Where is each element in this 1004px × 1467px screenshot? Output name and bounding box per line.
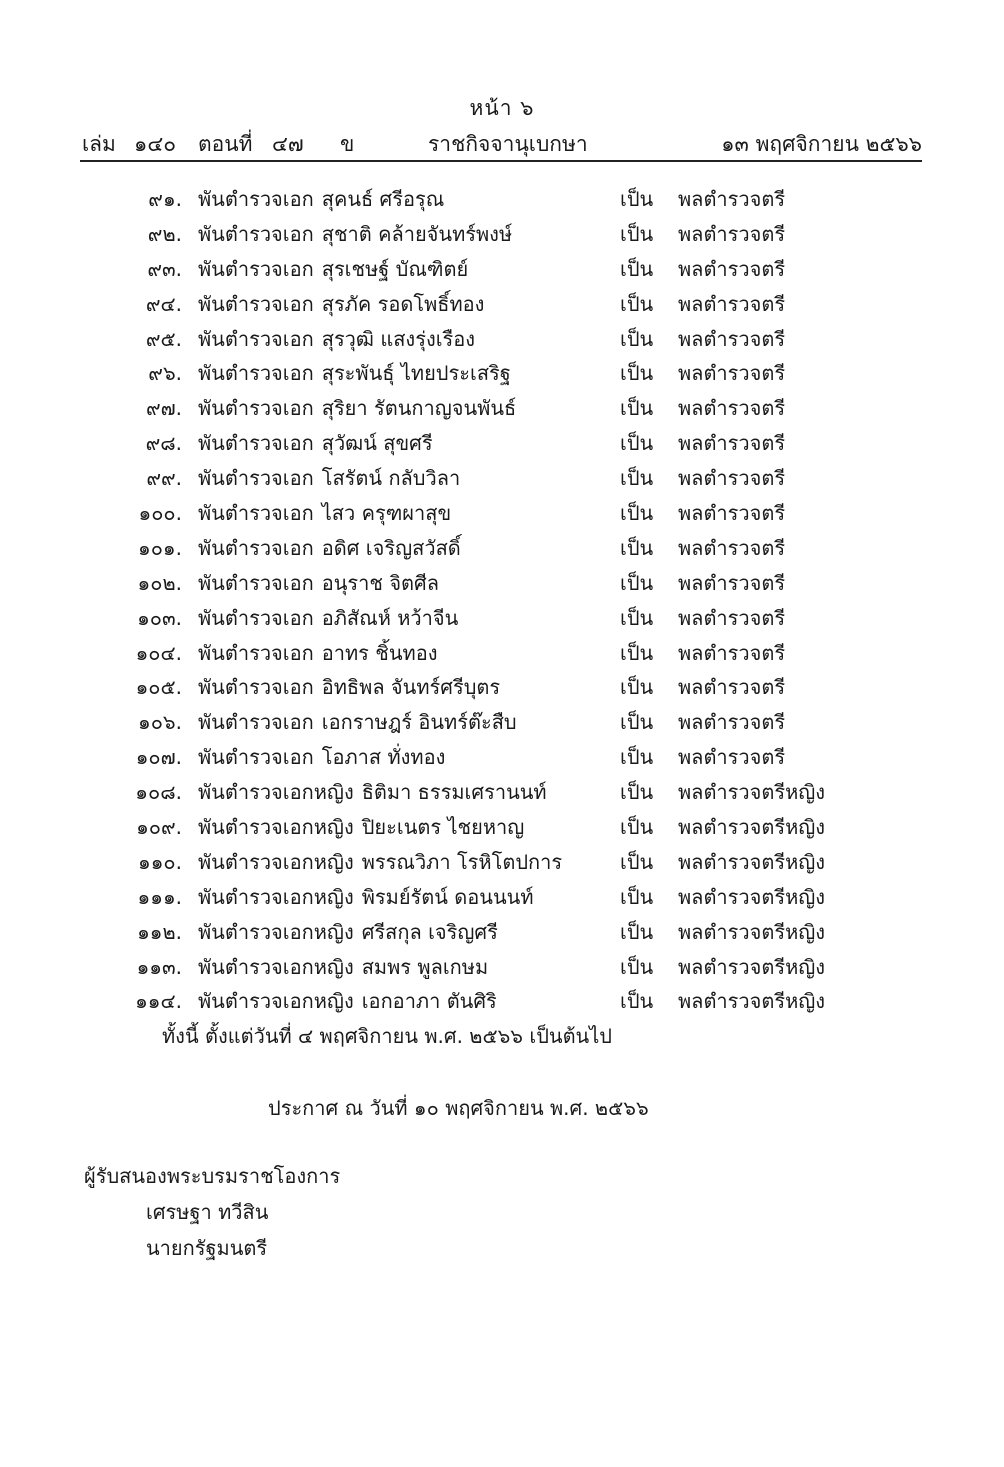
entry-new-rank: พลตำรวจตรีหญิง: [678, 954, 826, 979]
section-letter: ข: [340, 132, 355, 156]
entry-current-rank: พันตำรวจเอก: [198, 221, 314, 246]
entry-person-name: เอกราษฎร์ อินทร์ต๊ะสืบ: [321, 710, 517, 735]
entry-current-rank: พันตำรวจเอก: [198, 291, 314, 316]
entry-number: ๑๐๙.: [136, 815, 182, 840]
entry-person-name: สุรวุฒิ แสงรุ่งเรือง: [321, 326, 476, 351]
entry-person-name: อาทร ชิ้นทอง: [321, 640, 438, 665]
entry-new-rank: พลตำรวจตรี: [678, 675, 786, 700]
entry-person-name: อภิสัณห์ หว้าจีน: [321, 605, 459, 630]
entry-current-rank: พันตำรวจเอกหญิง: [198, 954, 354, 979]
entry-number: ๙๑.: [148, 187, 182, 211]
entry-new-rank: พลตำรวจตรีหญิง: [678, 989, 826, 1014]
volume-label: เล่ม: [82, 132, 116, 156]
entry-becomes: เป็น: [620, 221, 654, 246]
list-item: [0, 771, 1004, 806]
entry-number: ๑๐๖.: [138, 710, 182, 735]
page-number: หน้า ๖: [469, 96, 535, 120]
entry-new-rank: พลตำรวจตรี: [678, 466, 786, 491]
entry-new-rank: พลตำรวจตรี: [678, 535, 786, 560]
entry-number: ๙๒.: [147, 221, 182, 246]
entry-person-name: โอภาส ทั่งทอง: [321, 745, 446, 770]
entry-becomes: เป็น: [620, 431, 654, 456]
entry-new-rank: พลตำรวจตรีหญิง: [678, 849, 826, 874]
entry-person-name: เอกอาภา ตันศิริ: [361, 989, 497, 1014]
entry-current-rank: พันตำรวจเอก: [198, 640, 314, 665]
entry-becomes: เป็น: [620, 501, 654, 526]
entry-person-name: ธิติมา ธรรมเศรานนท์: [361, 780, 547, 805]
entry-becomes: เป็น: [620, 396, 654, 421]
entry-becomes: เป็น: [620, 640, 654, 665]
entry-new-rank: พลตำรวจตรี: [678, 640, 786, 665]
list-item: [0, 422, 1004, 457]
entry-becomes: เป็น: [620, 989, 654, 1014]
countersign-label: ผู้รับสนองพระบรมราชโองการ: [84, 1164, 341, 1188]
entry-current-rank: พันตำรวจเอกหญิง: [198, 815, 354, 840]
entry-becomes: เป็น: [620, 815, 654, 840]
entry-number: ๑๑๒.: [137, 919, 182, 944]
entry-person-name: ปิยะเนตร ไชยหาญ: [361, 815, 525, 840]
entry-number: ๑๐๐.: [138, 501, 182, 526]
entry-becomes: เป็น: [620, 849, 654, 874]
entry-person-name: ศรีสกุล เจริญศรี: [361, 919, 498, 944]
list-item: [0, 666, 1004, 701]
entry-new-rank: พลตำรวจตรีหญิง: [678, 884, 826, 909]
entry-person-name: สุรเชษฐ์ บัณฑิตย์: [321, 256, 469, 281]
entry-number: ๙๓.: [147, 256, 182, 281]
entry-current-rank: พันตำรวจเอกหญิง: [198, 849, 354, 874]
list-item: [0, 632, 1004, 667]
entry-person-name: โสรัตน์ กลับวิลา: [321, 466, 461, 491]
entry-number: ๙๔.: [145, 291, 182, 316]
entry-new-rank: พลตำรวจตรี: [678, 256, 786, 281]
entry-new-rank: พลตำรวจตรี: [678, 361, 786, 386]
entry-becomes: เป็น: [620, 675, 654, 700]
list-item: [0, 876, 1004, 911]
entry-number: ๑๐๔.: [135, 640, 182, 665]
entry-person-name: อิทธิพล จันทร์ศรีบุตร: [321, 675, 501, 700]
list-item: [0, 248, 1004, 283]
entry-new-rank: พลตำรวจตรีหญิง: [678, 919, 826, 944]
entry-current-rank: พันตำรวจเอก: [198, 605, 314, 630]
entry-current-rank: พันตำรวจเอก: [198, 745, 314, 770]
list-item: [0, 736, 1004, 771]
entry-person-name: สุวัฒน์ สุขศรี: [321, 431, 433, 456]
signer-title: นายกรัฐมนตรี: [146, 1236, 268, 1260]
entry-current-rank: พันตำรวจเอก: [198, 501, 314, 526]
entry-becomes: เป็น: [620, 535, 654, 560]
entry-number: ๑๑๐.: [138, 849, 182, 874]
list-item: [0, 841, 1004, 876]
entry-new-rank: พลตำรวจตรี: [678, 221, 786, 246]
entry-current-rank: พันตำรวจเอก: [198, 466, 314, 491]
entry-new-rank: พลตำรวจตรี: [678, 326, 786, 351]
entry-current-rank: พันตำรวจเอก: [198, 396, 314, 421]
entry-number: ๑๐๘.: [135, 780, 182, 805]
entry-current-rank: พันตำรวจเอกหญิง: [198, 989, 354, 1014]
entry-new-rank: พลตำรวจตรี: [678, 291, 786, 316]
entry-becomes: เป็น: [620, 361, 654, 386]
entry-number: ๑๐๒.: [137, 570, 182, 595]
entry-current-rank: พันตำรวจเอก: [198, 326, 314, 351]
list-item: [0, 457, 1004, 492]
entry-becomes: เป็น: [620, 570, 654, 595]
entry-current-rank: พันตำรวจเอก: [198, 570, 314, 595]
effective-date-text: ทั้งนี้ ตั้งแต่วันที่ ๔ พฤศจิกายน พ.ศ. ๒๕๖๖ เป็นต้นไป: [162, 1024, 612, 1048]
list-item: [0, 318, 1004, 353]
issue-label: ตอนที่: [198, 132, 253, 156]
list-item: [0, 527, 1004, 562]
entry-new-rank: พลตำรวจตรี: [678, 396, 786, 421]
entry-current-rank: พันตำรวจเอก: [198, 187, 314, 211]
entry-becomes: เป็น: [620, 187, 654, 211]
entry-person-name: อนุราช จิตศีล: [321, 570, 439, 595]
entry-becomes: เป็น: [620, 954, 654, 979]
entry-new-rank: พลตำรวจตรีหญิง: [678, 815, 826, 840]
list-item: [0, 562, 1004, 597]
issue-number: ๔๗: [272, 132, 304, 156]
entry-person-name: สุระพันธุ์ ไทยประเสริฐ: [321, 361, 511, 386]
entry-current-rank: พันตำรวจเอก: [198, 256, 314, 281]
entry-person-name: พิรมย์รัตน์ ดอนนนท์: [361, 884, 534, 909]
header-divider: [80, 160, 922, 162]
list-item: [0, 911, 1004, 946]
entry-becomes: เป็น: [620, 291, 654, 316]
promotion-list: [0, 178, 1004, 1015]
entry-becomes: เป็น: [620, 466, 654, 491]
entry-new-rank: พลตำรวจตรีหญิง: [678, 780, 826, 805]
entry-new-rank: พลตำรวจตรี: [678, 745, 786, 770]
entry-number: ๙๕.: [145, 326, 182, 351]
entry-person-name: สุชาติ คล้ายจันทร์พงษ์: [321, 221, 513, 246]
entry-number: ๑๐๑.: [138, 535, 182, 560]
entry-number: ๙๙.: [146, 466, 182, 491]
list-item: [0, 492, 1004, 527]
entry-number: ๑๑๓.: [136, 954, 182, 979]
entry-new-rank: พลตำรวจตรี: [678, 501, 786, 526]
list-item: [0, 806, 1004, 841]
entry-new-rank: พลตำรวจตรี: [678, 431, 786, 456]
list-item: [0, 597, 1004, 632]
entry-current-rank: พันตำรวจเอก: [198, 535, 314, 560]
entry-person-name: สมพร พูลเกษม: [361, 954, 489, 979]
entry-new-rank: พลตำรวจตรี: [678, 187, 786, 211]
list-item: [0, 178, 1004, 213]
entry-new-rank: พลตำรวจตรี: [678, 605, 786, 630]
entry-new-rank: พลตำรวจตรี: [678, 570, 786, 595]
list-item: [0, 352, 1004, 387]
list-item: [0, 980, 1004, 1015]
gazette-header: [82, 128, 922, 160]
entry-becomes: เป็น: [620, 710, 654, 735]
entry-becomes: เป็น: [620, 884, 654, 909]
list-item: [0, 213, 1004, 248]
entry-person-name: สุริยา รัตนกาญจนพันธ์: [321, 396, 517, 421]
entry-becomes: เป็น: [620, 745, 654, 770]
entry-number: ๙๗.: [145, 396, 182, 421]
entry-current-rank: พันตำรวจเอกหญิง: [198, 919, 354, 944]
entry-becomes: เป็น: [620, 256, 654, 281]
entry-number: ๑๑๑.: [137, 884, 182, 909]
entry-number: ๑๐๓.: [137, 605, 182, 630]
signer-name: เศรษฐา ทวีสิน: [146, 1200, 269, 1224]
entry-person-name: สุรภัค รอดโพธิ์ทอง: [321, 291, 485, 316]
entry-current-rank: พันตำรวจเอก: [198, 710, 314, 735]
header-date: ๑๓ พฤศจิกายน ๒๕๖๖: [721, 132, 922, 156]
entry-current-rank: พันตำรวจเอก: [198, 361, 314, 386]
list-item: [0, 701, 1004, 736]
entry-becomes: เป็น: [620, 780, 654, 805]
list-item: [0, 387, 1004, 422]
entry-becomes: เป็น: [620, 919, 654, 944]
announcement-date: ประกาศ ณ วันที่ ๑๐ พฤศจิกายน พ.ศ. ๒๕๖๖: [268, 1096, 649, 1120]
entry-number: ๑๐๕.: [135, 675, 182, 700]
gazette-title: ราชกิจจานุเบกษา: [428, 132, 588, 156]
entry-becomes: เป็น: [620, 326, 654, 351]
entry-current-rank: พันตำรวจเอกหญิง: [198, 780, 354, 805]
volume-number: ๑๔๐: [134, 132, 177, 156]
entry-current-rank: พันตำรวจเอกหญิง: [198, 884, 354, 909]
entry-number: ๙๖.: [148, 361, 182, 386]
entry-number: ๙๘.: [145, 431, 182, 456]
entry-current-rank: พันตำรวจเอก: [198, 431, 314, 456]
entry-person-name: ไสว ครุฑผาสุข: [321, 501, 452, 526]
list-item: [0, 946, 1004, 981]
entry-number: ๑๐๗.: [135, 745, 182, 770]
entry-person-name: พรรณวิภา โรหิโตปการ: [361, 849, 563, 874]
entry-number: ๑๑๔.: [135, 989, 182, 1014]
entry-current-rank: พันตำรวจเอก: [198, 675, 314, 700]
list-item: [0, 283, 1004, 318]
entry-person-name: สุคนธ์ ศรีอรุณ: [321, 187, 445, 211]
entry-new-rank: พลตำรวจตรี: [678, 710, 786, 735]
entry-person-name: อดิศ เจริญสวัสดิ์: [321, 535, 461, 560]
entry-becomes: เป็น: [620, 605, 654, 630]
